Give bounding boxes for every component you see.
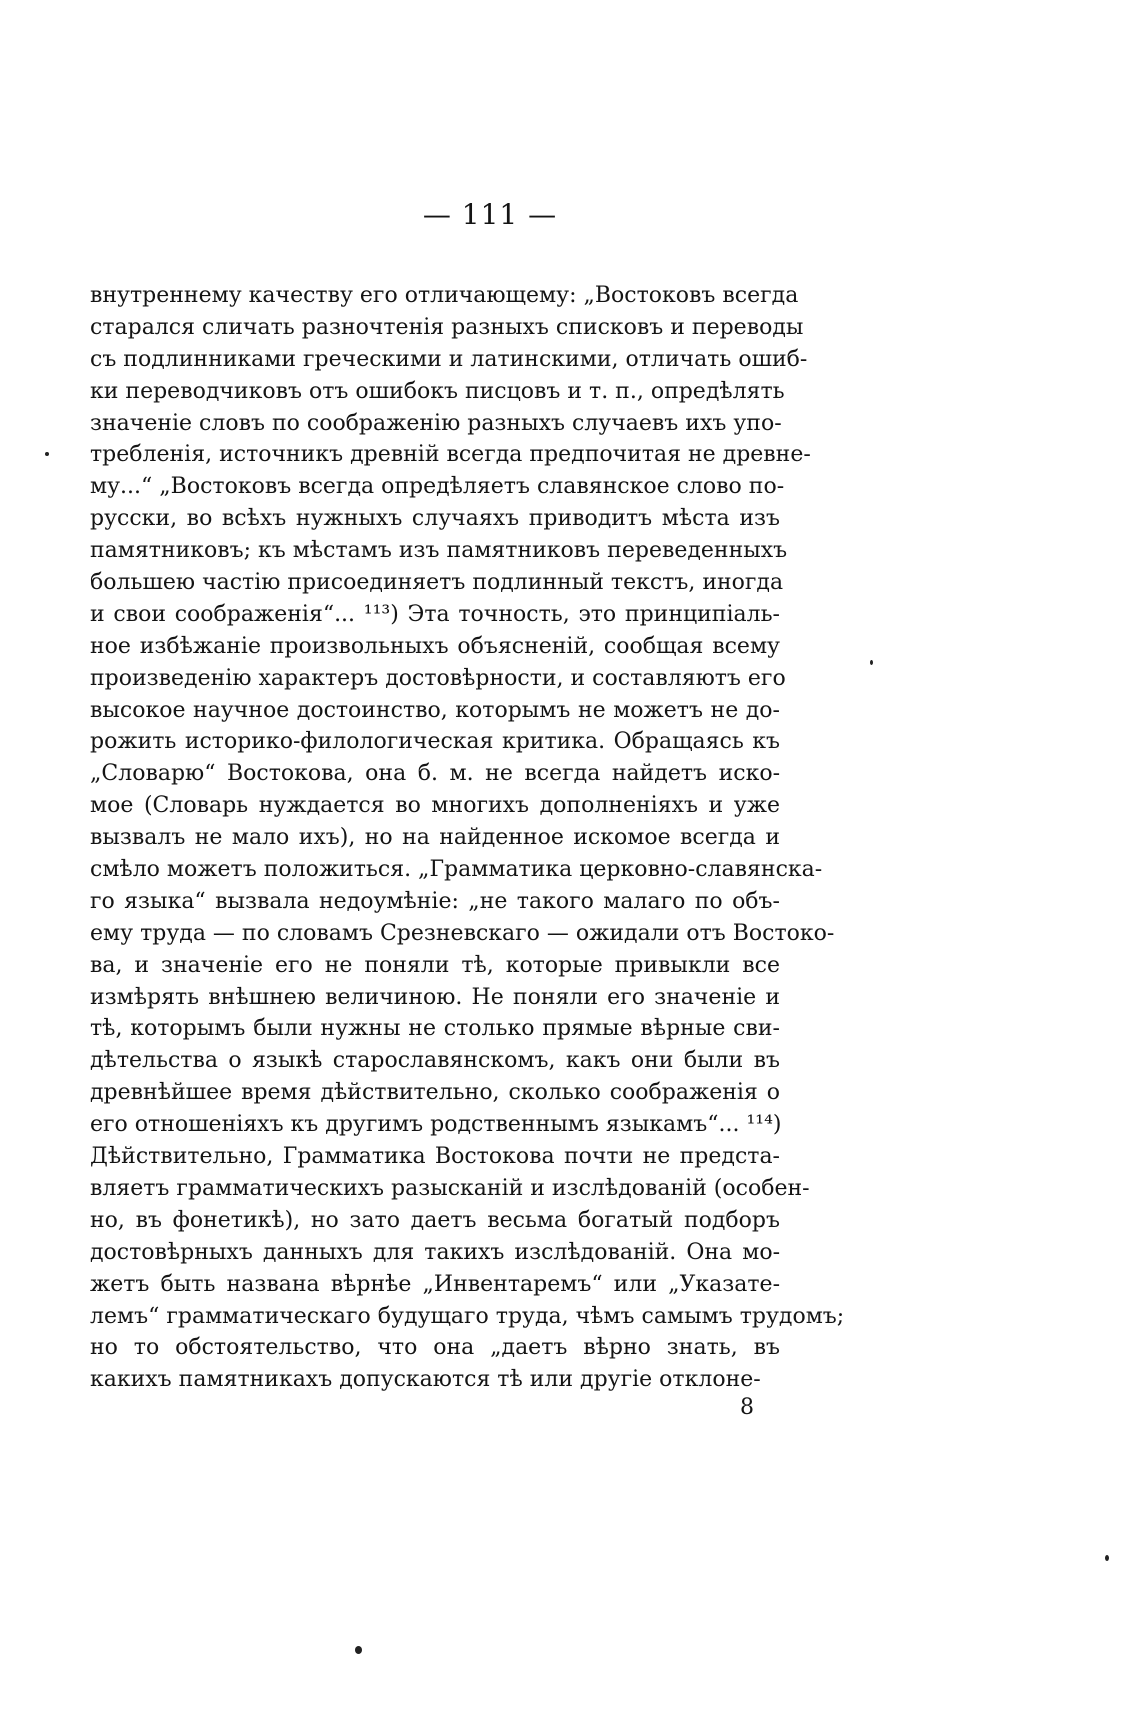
text-line: но, въ фонетикѣ), но зато даетъ весьма богатый подборъ bbox=[90, 1207, 780, 1233]
ink-speck bbox=[1105, 1555, 1109, 1561]
text-line: достовѣрныхъ данныхъ для такихъ изслѣдованій. Она мо- bbox=[90, 1239, 780, 1265]
text-line: дѣтельства о языкѣ старославянскомъ, какъ они были въ bbox=[90, 1048, 780, 1074]
signature-mark: 8 bbox=[740, 1395, 754, 1420]
text-line: его отношеніяхъ къ другимъ родственнымъ языкамъ“... ¹¹⁴) bbox=[90, 1112, 782, 1138]
body-text bbox=[90, 280, 845, 1396]
ink-speck bbox=[870, 660, 873, 665]
text-line: тѣ, которымъ были нужны не столько прямые вѣрные сви- bbox=[90, 1016, 780, 1042]
text-line: „Словарю“ Востокова, она б. м. не всегда найдетъ иско- bbox=[90, 761, 780, 787]
text-line: измѣрять внѣшнею величиною. Не поняли его значеніе и bbox=[90, 984, 780, 1010]
text-line: ки переводчиковъ отъ ошибокъ писцовъ и т. п., опредѣлять bbox=[90, 378, 785, 404]
text-line: рожить историко-филологическая критика. Обращаясь къ bbox=[90, 729, 780, 755]
text-line: внутреннему качеству его отличающему: „Востоковъ всегда bbox=[90, 283, 799, 308]
text-line: ва, и значеніе его не поняли тѣ, которые привыкли все bbox=[90, 952, 780, 978]
text-line: вляетъ грамматическихъ разысканій и изслѣдованій (особен- bbox=[90, 1175, 810, 1201]
text-line: большею частію присоединяетъ подлинный текстъ, иногда bbox=[90, 570, 784, 596]
ink-speck bbox=[355, 1646, 362, 1654]
text-line: го языка“ вызвала недоумѣніе: „не такого малаго по объ- bbox=[90, 888, 780, 914]
text-line: лемъ“ грамматическаго будущаго труда, чѣмъ самымъ трудомъ; bbox=[90, 1303, 845, 1329]
text-line: старался сличать разночтенія разныхъ списковъ и переводы bbox=[90, 314, 804, 340]
text-line: какихъ памятникахъ допускаются тѣ или другіе отклоне- bbox=[90, 1367, 761, 1393]
text-line: памятниковъ; къ мѣстамъ изъ памятниковъ переведенныхъ bbox=[90, 538, 788, 564]
text-line: ное избѣжаніе произвольныхъ объясненій, сообщая всему bbox=[90, 633, 780, 659]
text-line: му...“ „Востоковъ всегда опредѣляетъ славянское слово по- bbox=[90, 474, 785, 500]
ink-speck bbox=[45, 452, 49, 456]
text-line: жетъ быть названа вѣрнѣе „Инвентаремъ“ или „Указате- bbox=[90, 1271, 780, 1297]
text-line: древнѣйшее время дѣйствительно, сколько соображенія о bbox=[90, 1080, 780, 1106]
text-line: высокое научное достоинство, которымъ не можетъ не до- bbox=[90, 697, 780, 723]
page-number: — 111 — bbox=[422, 198, 558, 231]
text-line: произведенію характеръ достовѣрности, и составляютъ его bbox=[90, 665, 786, 691]
text-line: мое (Словарь нуждается во многихъ дополненіяхъ и уже bbox=[90, 793, 780, 819]
text-line: но то обстоятельство, что она „даетъ вѣрно знать, въ bbox=[90, 1335, 780, 1361]
text-line: смѣло можетъ положиться. „Грамматика церковно-славянска- bbox=[90, 857, 823, 883]
text-line: русски, во всѣхъ нужныхъ случаяхъ приводитъ мѣста изъ bbox=[90, 506, 780, 532]
text-line: и свои соображенія“... ¹¹³) Эта точность, это принципіаль- bbox=[90, 601, 780, 627]
text-line: требленія, источникъ древній всегда предпочитая не древне- bbox=[90, 442, 811, 468]
text-line: значеніе словъ по соображенію разныхъ случаевъ ихъ упо- bbox=[90, 410, 782, 436]
text-line: вызвалъ не мало ихъ), но на найденное искомое всегда и bbox=[90, 825, 780, 851]
text-line: Дѣйствительно, Грамматика Востокова почти не предста- bbox=[90, 1144, 780, 1170]
text-line: ему труда — по словамъ Срезневскаго — ожидали отъ Востоко- bbox=[90, 920, 835, 946]
text-line: съ подлинниками греческими и латинскими, отличать ошиб- bbox=[90, 346, 808, 372]
